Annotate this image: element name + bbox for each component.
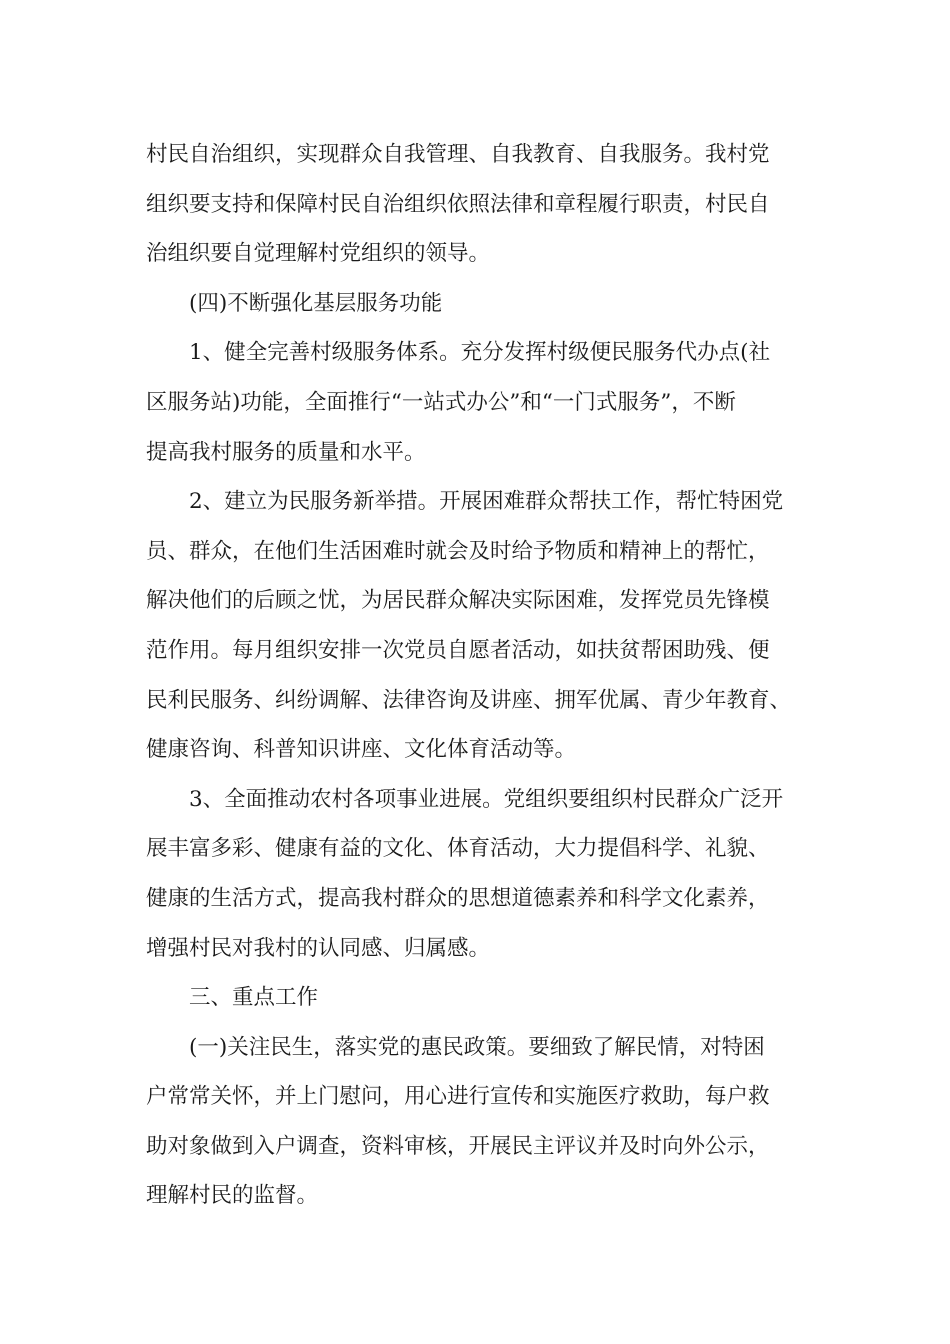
text-line: 提高我村服务的质量和水平。	[146, 439, 426, 465]
text-line: 民利民服务、纠纷调解、法律咨询及讲座、拥军优属、青少年教育、	[146, 687, 792, 713]
text-line: (一)关注民生，落实党的惠民政策。要细致了解民情，对特困	[189, 1034, 765, 1060]
document-body	[146, 130, 826, 1221]
text-line: 3、全面推动农村各项事业进展。党组织要组织村民群众广泛开	[189, 786, 784, 812]
text-line: 村民自治组织，实现群众自我管理、自我教育、自我服务。我村党	[146, 142, 770, 167]
text-line: 组织要支持和保障村民自治组织依照法律和章程履行职责，村民自	[146, 191, 770, 217]
text-line: 助对象做到入户调查，资料审核，开展民主评议并及时向外公示，	[146, 1133, 770, 1159]
text-line: 户常常关怀，并上门慰问，用心进行宣传和实施医疗救助，每户救	[146, 1084, 770, 1110]
text-line: 1、健全完善村级服务体系。充分发挥村级便民服务代办点(社	[189, 340, 771, 366]
text-line: 区服务站)功能，全面推行“一站式办公”和“一门式服务”，不断	[146, 389, 736, 415]
text-line: 解决他们的后顾之忧，为居民群众解决实际困难，发挥党员先锋模	[146, 588, 770, 614]
text-line: 员、群众，在他们生活困难时就会及时给予物质和精神上的帮忙，	[146, 538, 770, 564]
text-line: (四)不断强化基层服务功能	[189, 290, 443, 316]
text-line: 增强村民对我村的认同感、归属感。	[146, 935, 491, 961]
text-line: 健康咨询、科普知识讲座、文化体育活动等。	[146, 737, 577, 763]
text-line: 治组织要自觉理解村党组织的领导。	[146, 241, 491, 267]
text-line: 范作用。每月组织安排一次党员自愿者活动，如扶贫帮困助残、便	[146, 637, 770, 663]
text-line: 理解村民的监督。	[146, 1183, 319, 1209]
text-line: 展丰富多彩、健康有益的文化、体育活动，大力提倡科学、礼貌、	[146, 836, 770, 862]
text-line: 2、建立为民服务新举措。开展困难群众帮扶工作，帮忙特困党	[189, 489, 784, 515]
text-line: 三、重点工作	[189, 985, 319, 1011]
text-line: 健康的生活方式，提高我村群众的思想道德素养和科学文化素养，	[146, 885, 770, 911]
